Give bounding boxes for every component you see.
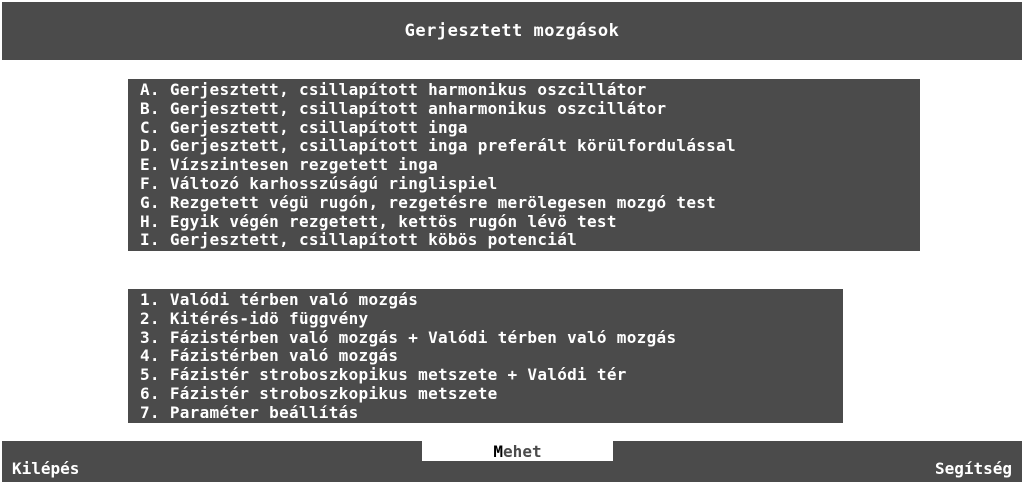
menu-item-h[interactable]: [140, 213, 920, 232]
menu-item-key: 1.: [140, 290, 160, 309]
menu-item-label: Gerjesztett, csillapított harmonikus oszcillátor: [169, 80, 647, 99]
menu-item-6[interactable]: [140, 385, 843, 404]
menu-item-key: 4.: [140, 346, 160, 366]
help-button[interactable]: Segítség: [934, 459, 1012, 478]
menu-item-label: Változó karhosszúságú ringlispiel: [169, 173, 498, 193]
menu-item-label: Gerjesztett, csillapított köbös potenciál: [169, 230, 578, 250]
menu-item-key: D.: [140, 136, 160, 156]
menu-item-label: Fázistérben való mozgás: [169, 346, 399, 366]
menu-item-d[interactable]: [140, 137, 920, 156]
menu-item-7[interactable]: [140, 404, 843, 423]
menu-item-key: 3.: [140, 327, 160, 347]
menu-item-key: H.: [140, 211, 160, 231]
menu-item-key: F.: [140, 173, 160, 193]
menu-item-key: 7.: [140, 402, 160, 422]
menu-item-3[interactable]: [140, 329, 843, 348]
exit-button[interactable]: Kilépés: [12, 459, 80, 478]
menu-item-e[interactable]: [140, 156, 920, 175]
menu-item-key: E.: [140, 155, 160, 175]
menu-item-c[interactable]: [140, 119, 920, 138]
menu-item-label: Gerjesztett, csillapított inga preferált körülfordulással: [169, 136, 736, 156]
menu-item-key: 5.: [140, 365, 160, 385]
go-button-label: ehet: [503, 441, 542, 461]
go-button[interactable]: [422, 441, 613, 461]
page-title: Gerjesztett mozgások: [404, 21, 620, 41]
menu-item-i[interactable]: [140, 231, 920, 250]
menu-item-label: Paraméter beállítás: [169, 402, 359, 422]
menu-item-key: 6.: [140, 383, 160, 403]
menu-item-key: C.: [140, 117, 160, 137]
menu-item-f[interactable]: [140, 175, 920, 194]
menu-item-key: B.: [140, 98, 160, 118]
menu-item-1[interactable]: [140, 291, 843, 310]
menu-item-key: 2.: [140, 308, 160, 328]
menu-item-5[interactable]: [140, 366, 843, 385]
menu-item-b[interactable]: [140, 100, 920, 119]
menu-item-key: I.: [140, 230, 160, 250]
menu-item-label: Fázistér stroboszkopikus metszete: [169, 383, 498, 403]
menu-item-label: Gerjesztett, csillapított anharmonikus oszcillátor: [169, 98, 667, 118]
title-bar: [2, 2, 1022, 60]
menu-item-label: Vízszintesen rezgetett inga: [169, 155, 438, 175]
menu-item-label: Fázistérben való mozgás + Valódi térben való mozgás: [169, 327, 677, 347]
menu-item-label: Valódi térben való mozgás: [169, 290, 419, 309]
display-menu: [128, 289, 843, 423]
systems-menu: [128, 79, 920, 251]
menu-item-label: Egyik végén rezgetett, kettös rugón lévö test: [169, 211, 617, 231]
menu-item-2[interactable]: [140, 310, 843, 329]
menu-item-key: G.: [140, 192, 160, 212]
menu-item-label: Fázistér stroboszkopikus metszete + Valódi tér: [169, 365, 627, 385]
menu-item-g[interactable]: [140, 194, 920, 213]
menu-item-label: Rezgetett végü rugón, rezgetésre merölegesen mozgó test: [169, 192, 717, 212]
menu-item-label: Gerjesztett, csillapított inga: [169, 117, 468, 137]
menu-item-a[interactable]: [140, 81, 920, 100]
menu-item-label: Kitérés-idö függvény: [169, 308, 369, 328]
menu-item-key: A.: [140, 80, 160, 99]
go-button-hotkey: M: [493, 441, 504, 461]
menu-item-4[interactable]: [140, 347, 843, 366]
